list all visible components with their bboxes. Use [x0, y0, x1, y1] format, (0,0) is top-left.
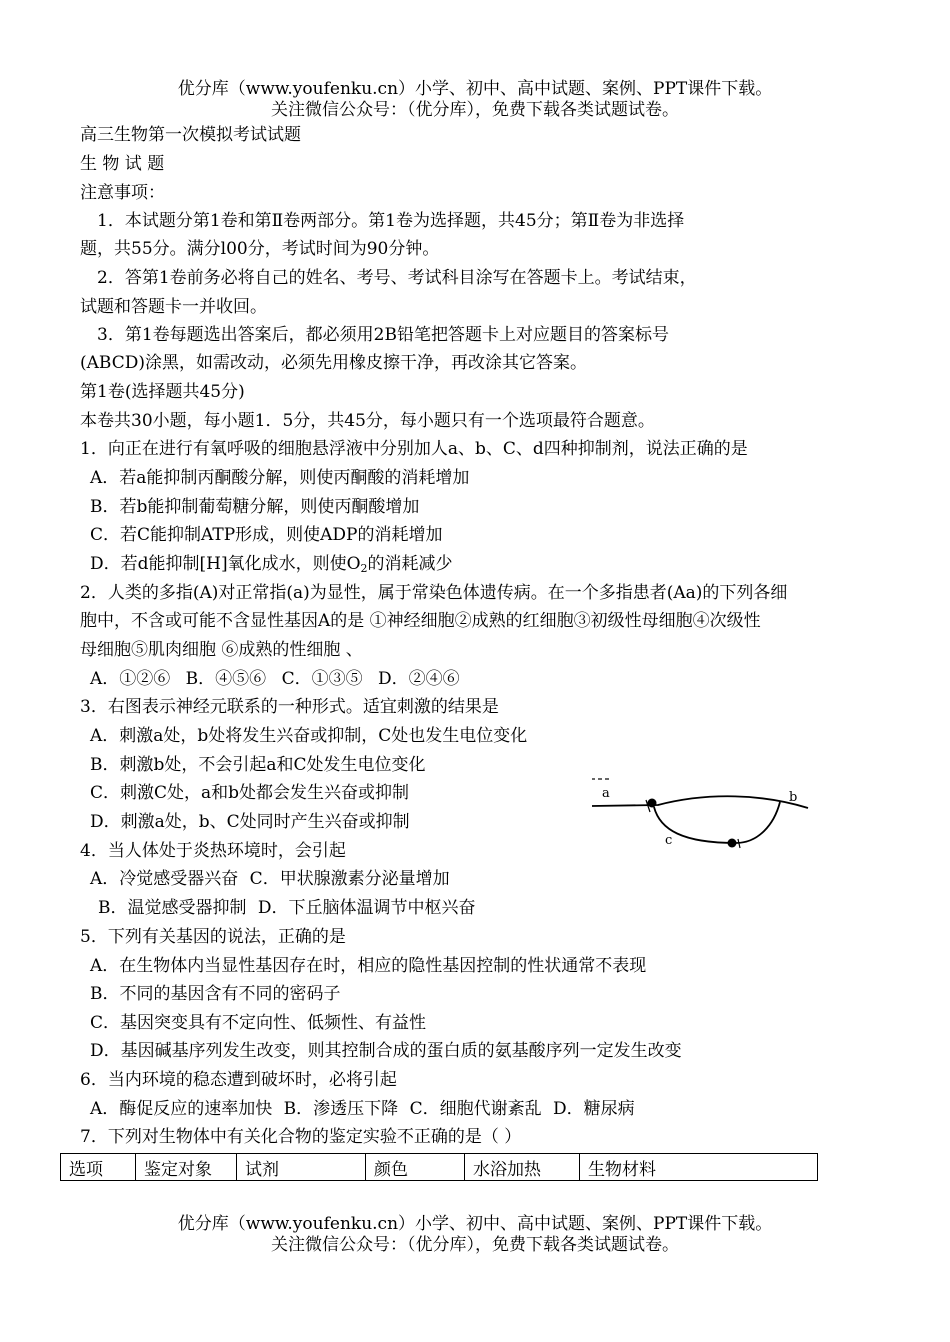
q7-stem: 7．下列对生物体中有关化合物的鉴定实验不正确的是（ ）	[80, 1127, 522, 1147]
notice-2-line-2: 试题和答题卡一并收回。	[80, 297, 267, 317]
label-c: c	[665, 833, 673, 848]
exam-title: 高三生物第一次模拟考试试题	[80, 125, 301, 145]
q2-stem-line-2: 胞中，不含或可能不含显性基因A的是 ①神经细胞②成熟的红细胞③初级性母细胞④次级性	[80, 611, 761, 631]
q2-stem-line-3: 母细胞⑤肌肉细胞 ⑥成熟的性细胞 、	[80, 640, 363, 660]
q5-option-a: A．在生物体内当显性基因存在时，相应的隐性基因控制的性状通常不表现	[90, 956, 647, 976]
q1-stem: 1．向正在进行有氧呼吸的细胞悬浮液中分别加人a、b、C、d四种抑制剂，说法正确的是	[80, 439, 748, 459]
part1-title: 第1卷(选择题共45分)	[80, 382, 245, 402]
q1-option-d: D．若d能抑制[H]氧化成水，则使$O_2$的消耗减少	[90, 554, 453, 575]
q7-table	[60, 1153, 818, 1181]
q5-option-d: D．基因碱基序列发生改变，则其控制合成的蛋白质的氨基酸序列一定发生改变	[90, 1041, 682, 1061]
synapse-upper	[648, 799, 657, 808]
label-b: b	[789, 790, 798, 805]
q2-stem-line-1: 2．人类的多指(A)对正常指(a)为显性，属于常染色体遗传病。在一个多指患者(Aa)的下列各细	[80, 583, 788, 603]
table-header-cell: 鉴定对象	[136, 1154, 237, 1181]
table-header-cell: 水浴加热	[465, 1154, 580, 1181]
axon-main	[592, 796, 808, 808]
q1-option-b: B．若b能抑制葡萄糖分解，则使丙酮酸增加	[90, 497, 420, 517]
notice-3-line-2: (ABCD)涂黑，如需改动，必须先用橡皮擦干净，再改涂其它答案。	[80, 353, 587, 373]
q3-option-b: B．刺激b处，不会引起a和C处发生电位变化	[90, 755, 426, 775]
q6-options: A．酶促反应的速率加快 B．渗透压下降 C．细胞代谢紊乱 D．糖尿病	[90, 1099, 635, 1119]
q4-stem: 4．当人体处于炎热环境时，会引起	[80, 841, 346, 861]
q5-stem: 5．下列有关基因的说法，正确的是	[80, 927, 346, 947]
q6-stem: 6．当内环境的稳态遭到破坏时，必将引起	[80, 1070, 397, 1090]
footer-line-2: 关注微信公众号：（优分库），免费下载各类试题试卷。	[271, 1235, 679, 1255]
header-line-2: 关注微信公众号：（优分库），免费下载各类试题试卷。	[271, 100, 679, 120]
table-header-cell: 试剂	[237, 1154, 366, 1181]
notice-1-line-1: 1．本试题分第1卷和第Ⅱ卷两部分。第1卷为选择题，共45分；第Ⅱ卷为非选择	[97, 211, 685, 231]
label-a: a	[602, 786, 610, 801]
table-header-row	[61, 1154, 818, 1181]
notice-1-line-2: 题，共55分。满分l00分，考试时间为90分钟。	[80, 239, 440, 259]
footer-line-1: 优分库（www.youfenku.cn）小学、初中、高中试题、案例、PPT课件下载。	[177, 1214, 773, 1234]
q4-options-row-2: B．温觉感受器抑制 D．下丘脑体温调节中枢兴奋	[98, 898, 476, 918]
q3-option-a: A．刺激a处，b处将发生兴奋或抑制，C处也发生电位变化	[90, 726, 528, 746]
table-header-cell: 颜色	[366, 1154, 465, 1181]
notice-heading: 注意事项：	[80, 183, 165, 203]
notice-2-line-1: 2．答第1卷前务必将自己的姓名、考号、考试科目涂写在答题卡上。考试结束，	[97, 268, 697, 288]
exam-subtitle: 生 物 试 题	[80, 154, 165, 174]
q5-option-b: B．不同的基因含有不同的密码子	[90, 984, 341, 1004]
synapse-lower	[728, 839, 737, 848]
q4-options-row-1: A．冷觉感受器兴奋 C．甲状腺激素分泌量增加	[90, 869, 450, 889]
neuron-diagram	[588, 770, 818, 860]
q2-options: A．①②⑥ B．④⑤⑥ C．①③⑤ D．②④⑥	[90, 669, 460, 689]
q1-option-a: A．若a能抑制丙酮酸分解，则使丙酮酸的消耗增加	[90, 468, 470, 488]
q1-option-c: C．若C能抑制ATP形成，则使ADP的消耗增加	[90, 525, 443, 545]
notice-3-line-1: 3．第1卷每题选出答案后，都必须用2B铅笔把答题卡上对应题目的答案标号	[97, 325, 669, 345]
table-header-cell: 选项	[61, 1154, 136, 1181]
axon-loop	[654, 802, 780, 843]
q5-option-c: C．基因突变具有不定向性、低频性、有益性	[90, 1013, 427, 1033]
part1-desc: 本卷共30小题，每小题1．5分，共45分，每小题只有一个选项最符合题意。	[80, 411, 655, 431]
q3-stem: 3．右图表示神经元联系的一种形式。适宜刺激的结果是	[80, 697, 499, 717]
table-header-cell: 生物材料	[580, 1154, 818, 1181]
q3-option-c: C．刺激C处，a和b处都会发生兴奋或抑制	[90, 783, 410, 803]
q3-option-d: D．刺激a处，b、C处同时产生兴奋或抑制	[90, 812, 410, 832]
header-line-1: 优分库（www.youfenku.cn）小学、初中、高中试题、案例、PPT课件下载。	[177, 79, 773, 99]
